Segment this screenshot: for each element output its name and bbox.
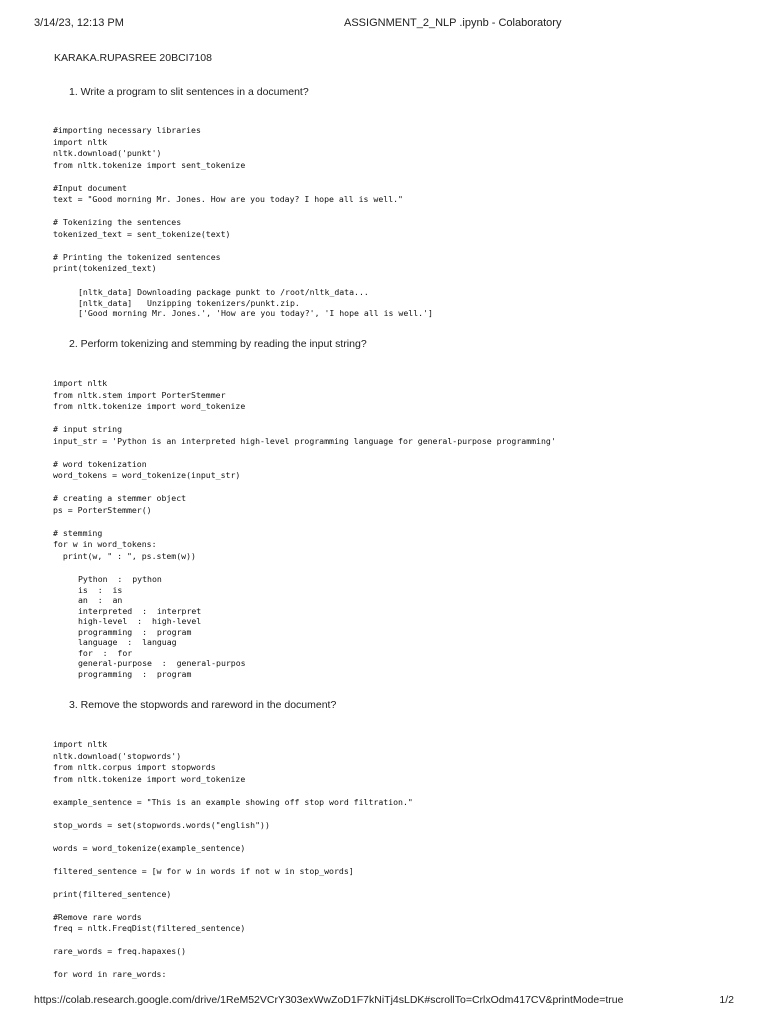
output-cell-2: Python : python is : is an : an interpreted : interpret high-level : high-level programming : program language : languag for : for general-purpose : general-purpos programming : program <box>78 574 246 679</box>
question-1: 1. Write a program to slit sentences in a document? <box>69 86 309 98</box>
print-datetime: 3/14/23, 12:13 PM <box>34 17 124 29</box>
output-cell-1: [nltk_data] Downloading package punkt to /root/nltk_data... [nltk_data] Unzipping tokenizers/punkt.zip. ['Good morning Mr. Jones.', 'How are you today?', 'I hope all is well.'] <box>78 287 433 318</box>
code-cell-1[interactable]: #importing necessary libraries import nltk nltk.download('punkt') from nltk.tokenize import sent_tokenize #Input document text = "Good morning Mr. Jones. How are you today? I hope all is well." # Tokenizing the sentences tokenized_text = sent_tokenize(text) # Printing the tokenized sentences print(tokenized_text) <box>53 125 403 273</box>
code-cell-2[interactable]: import nltk from nltk.stem import PorterStemmer from nltk.tokenize import word_tokenize # input string input_str = 'Python is an interpreted high-level programming language for general-purpose programming' # word tokenization word_tokens = word_tokenize(input_str) # creating a stemmer object ps = PorterStemmer() # stemming for w in word_tokens: print(w, " : ", ps.stem(w)) <box>53 378 556 561</box>
question-2: 2. Perform tokenizing and stemming by reading the input string? <box>69 338 367 350</box>
page-url: https://colab.research.google.com/drive/1ReM52VCrY303exWwZoD1F7kNiTj4sLDK#scrollTo=CrlxOdm417CV&printMode=true <box>34 994 624 1006</box>
code-cell-3[interactable]: import nltk nltk.download('stopwords') from nltk.corpus import stopwords from nltk.tokenize import word_tokenize example_sentence = "This is an example showing off stop word filtration." stop_words = set(stopwords.words("english")) words = word_tokenize(example_sentence) filtered_sentence = [w for w in words if not w in stop_words] print(filtered_sentence) #Remove rare words freq = nltk.FreqDist(filtered_sentence) rare_words = freq.hapaxes() for word in rare_words: <box>53 739 413 979</box>
page-title: ASSIGNMENT_2_NLP .ipynb - Colaboratory <box>344 17 562 29</box>
author-line: KARAKA.RUPASREE 20BCI7108 <box>54 52 212 64</box>
question-3: 3. Remove the stopwords and rareword in the document? <box>69 699 337 711</box>
page-number: 1/2 <box>719 994 734 1006</box>
